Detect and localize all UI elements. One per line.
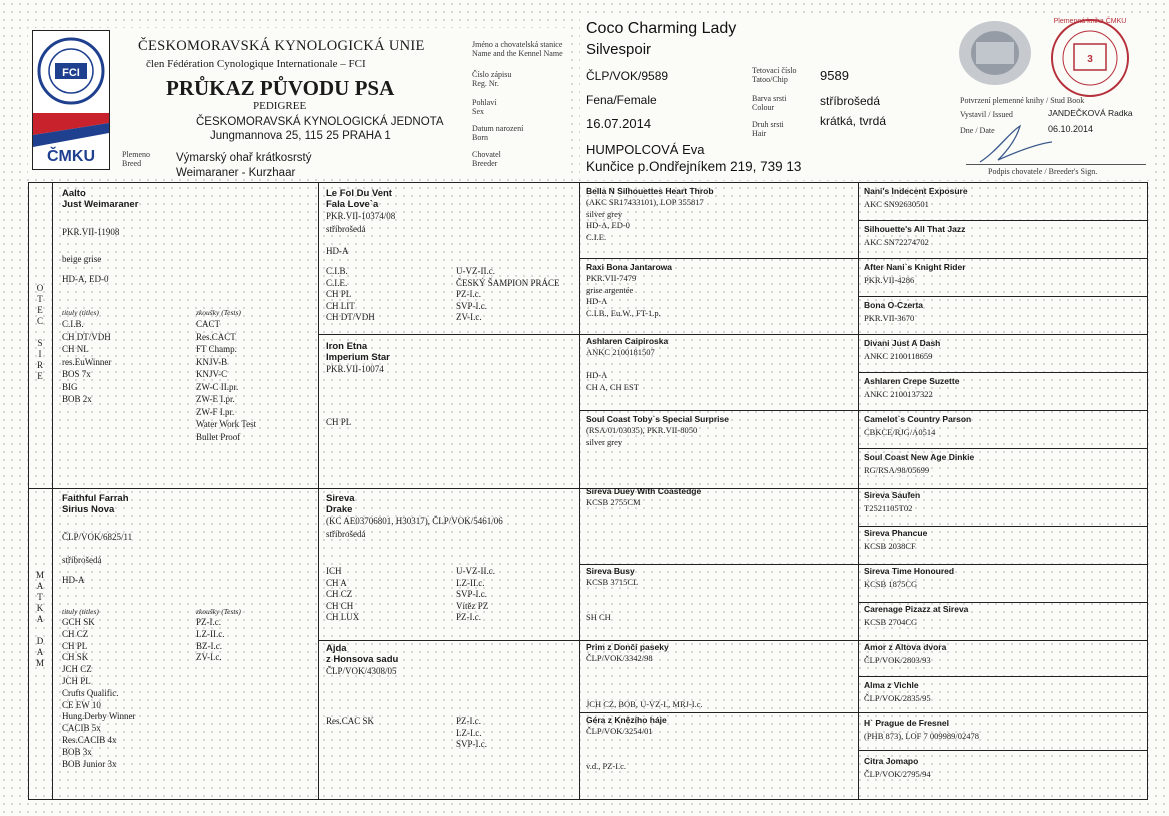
ggp-line: C.I.B., Eu.W., FT-1.p. bbox=[586, 307, 661, 318]
gp-ss-colour: stříbrošedá bbox=[326, 223, 366, 234]
ggp-line bbox=[586, 676, 854, 688]
ggp-line: HD-A bbox=[586, 296, 608, 306]
date-label: Dne / Date bbox=[960, 126, 995, 135]
ggp-line: JCH CZ, BOB, U-VZ-I., MRJ-I.c. bbox=[586, 699, 703, 709]
sire-name2: Just Weimaraner bbox=[62, 199, 139, 210]
ggp-divider-4 bbox=[579, 712, 1148, 713]
dam-titles-label: tituly (titles) bbox=[62, 607, 99, 616]
gp-sd-title: CH PL bbox=[326, 417, 352, 427]
sire-tests-label: zkoušky (Tests) bbox=[196, 308, 241, 317]
ggp-name: Soul Coast Toby`s Special Surprise bbox=[586, 414, 729, 424]
dam-title: Hung.Derby Winner bbox=[62, 711, 136, 722]
gggp-name: Divani Just A Dash bbox=[864, 338, 941, 348]
signature-icon bbox=[976, 122, 1056, 166]
gggp-cell bbox=[864, 452, 1144, 477]
gp-ss-title: CH PL bbox=[326, 289, 352, 299]
sire-test: ZW-C II.pr. bbox=[196, 381, 239, 392]
side-label-dam: M A T K A D A M bbox=[35, 570, 44, 668]
sire-reg: PKR.VII-11908 bbox=[62, 227, 120, 237]
gp-sd-titles-list bbox=[326, 417, 351, 429]
header-left bbox=[28, 28, 568, 178]
hair: krátká, tvrdá bbox=[820, 114, 887, 128]
g4-divider-4 bbox=[858, 448, 1148, 449]
gggp-cell bbox=[864, 490, 1144, 515]
ggp-name: Sireva Busy bbox=[586, 566, 635, 576]
sire-test: ZW-F I.pr. bbox=[196, 406, 235, 417]
ggp-line: grise argentée bbox=[586, 284, 634, 295]
gp-ds-title: CH CZ bbox=[326, 589, 353, 599]
dam-title: CH CZ bbox=[62, 628, 89, 639]
ggp-line: (AKC SR17433101), LOP 355817 bbox=[586, 197, 704, 207]
gp-ds-title: CH CH bbox=[326, 600, 354, 611]
sire-test: Water Work Test bbox=[196, 419, 257, 429]
dam-title: BOB Junior 3x bbox=[62, 758, 117, 769]
dam-cell bbox=[62, 493, 314, 587]
colour-label: Barva srsti Colour bbox=[752, 94, 787, 112]
issued-date: 06.10.2014 bbox=[1048, 124, 1094, 134]
gp-dd-name2: z Honsova sadu bbox=[326, 654, 399, 665]
gggp-cell bbox=[864, 718, 1144, 743]
ggp-name: Bella N Silhouettes Heart Throb bbox=[586, 186, 714, 196]
gggp-reg: KCSB 2038CF bbox=[864, 541, 916, 551]
gggp-cell bbox=[864, 566, 1144, 591]
ggp-line bbox=[586, 600, 854, 612]
ggp-line bbox=[586, 589, 854, 601]
gp-ss-health: HD-A bbox=[326, 246, 349, 256]
ggp-line: C.I.E. bbox=[586, 231, 607, 242]
gggp-cell bbox=[864, 680, 1144, 705]
gggp-reg: ČLP/VOK/2803/93 bbox=[864, 655, 931, 665]
hair-label: Druh srsti Hair bbox=[752, 120, 784, 138]
gggp-name: Silhouette's All That Jazz bbox=[864, 224, 966, 234]
sire-titles-label: tituly (titles) bbox=[62, 308, 99, 317]
g4-divider-2 bbox=[858, 296, 1148, 297]
name-label: Jméno a chovatelská stanice Name and the Kennel Name bbox=[472, 40, 563, 58]
breed-de: Weimaraner - Kurzhaar bbox=[176, 167, 296, 179]
sire-test: Bullet Proof bbox=[196, 431, 241, 442]
gp-dd-cell bbox=[326, 643, 576, 678]
gggp-reg: ANKC 2100118659 bbox=[864, 351, 933, 361]
ggp-line: ANKC 2100181507 bbox=[586, 347, 655, 357]
ggp-name: Sireva Duey With Coastedge bbox=[586, 486, 702, 496]
ggp-line: silver grey bbox=[586, 208, 623, 219]
ggp-line bbox=[586, 665, 854, 677]
gp-ds-test: LZ-II.c. bbox=[456, 577, 485, 588]
gp-ss-title: CH DT/VDH bbox=[326, 312, 375, 322]
stamp-text: Plemenná kniha ČMKU bbox=[1053, 18, 1127, 25]
sex-label: Pohlaví Sex bbox=[472, 98, 497, 116]
gp-ss-test: SVP-I.c. bbox=[456, 300, 487, 311]
gp-ss-test: PZ-I.c. bbox=[456, 289, 481, 299]
dam-title: GCH SK bbox=[62, 617, 95, 627]
sire-test: KNJV-B bbox=[196, 356, 228, 367]
logo-graphic bbox=[33, 31, 109, 169]
sire-title: BOS 7x bbox=[62, 369, 91, 379]
sire-health: HD-A, ED-0 bbox=[62, 274, 109, 284]
ggp-name: Raxi Bona Jantarowa bbox=[586, 262, 672, 272]
gen3-divider bbox=[858, 182, 859, 800]
gggp-cell bbox=[864, 414, 1144, 439]
gggp-cell bbox=[864, 186, 1144, 211]
gggp-reg: ANKC 2100137322 bbox=[864, 389, 933, 399]
dam-title: CE EW 10 bbox=[62, 699, 101, 710]
dam-title: Crufts Qualific. bbox=[62, 687, 119, 698]
gp-ds-test: U-VZ-II.c. bbox=[456, 566, 495, 576]
stamp-circle-icon bbox=[1042, 16, 1138, 100]
gp-sd-name1: Iron Etna bbox=[326, 341, 368, 352]
signature bbox=[976, 122, 1056, 166]
ggp-cell bbox=[586, 486, 854, 509]
gggp-reg: AKC SN92630501 bbox=[864, 199, 929, 209]
g4-divider-5 bbox=[858, 526, 1148, 527]
ggp-divider-2 bbox=[579, 410, 1148, 411]
gggp-reg: (PHB 873), LOF 7 009989/02478 bbox=[864, 731, 979, 741]
gp-ds-name2: Drake bbox=[326, 504, 353, 515]
side-column-divider bbox=[52, 182, 53, 800]
gggp-reg: ČLP/VOK/2835/95 bbox=[864, 693, 931, 703]
stamp-number: 3 bbox=[1087, 54, 1093, 65]
gp-ss-tests-list bbox=[456, 266, 560, 324]
issuer-address: Jungmannova 25, 115 25 PRAHA 1 bbox=[210, 130, 391, 142]
sire-title: BOB 2x bbox=[62, 394, 92, 404]
gggp-name: Camelot`s Country Parson bbox=[864, 414, 972, 424]
ggp-line: CH A, CH EST bbox=[586, 381, 639, 392]
g4-divider-8 bbox=[858, 750, 1148, 751]
sire-test: CACT bbox=[196, 319, 221, 329]
cmku-logo-text: ČMKU bbox=[47, 148, 95, 165]
dam-title: JCH PL bbox=[62, 675, 91, 686]
gp-ds-title: CH A bbox=[326, 577, 347, 588]
ggp-name: Ashlaren Caipiroska bbox=[586, 336, 669, 346]
gp-divider-2 bbox=[318, 640, 1148, 641]
studbook-confirm-label: Potvrzení plemenné knihy / Stud Book bbox=[960, 96, 1085, 105]
sire-title: CH NL bbox=[62, 344, 89, 354]
gp-ds-tests-list bbox=[456, 566, 495, 624]
gggp-name: Ashlaren Crepe Suzette bbox=[864, 376, 960, 386]
ggp-cell bbox=[586, 186, 854, 243]
dog-name-line2: Silvespoir bbox=[586, 41, 652, 58]
gp-sd-cell bbox=[326, 341, 576, 376]
issued-label: Vystavil / Issued bbox=[960, 110, 1013, 119]
g4-divider-3 bbox=[858, 372, 1148, 373]
org-title: ČESKOMORAVSKÁ KYNOLOGICKÁ UNIE bbox=[138, 38, 425, 54]
gp-ds-reg: (KC AE03706801, H30317), ČLP/VOK/5461/06 bbox=[326, 516, 503, 526]
ggp-cell bbox=[586, 336, 854, 393]
gggp-cell bbox=[864, 262, 1144, 287]
sire-cell bbox=[62, 188, 314, 286]
gggp-name: Nani's Indecent Exposure bbox=[864, 186, 968, 196]
gp-ds-test: SVP-I.c. bbox=[456, 589, 487, 599]
gp-ds-name1: Sireva bbox=[326, 493, 355, 504]
ggp-name: Prim z Dončí paseky bbox=[586, 642, 669, 652]
studbook-stamp bbox=[1042, 16, 1138, 100]
gp-dd-test: SVP-I.c. bbox=[456, 739, 487, 749]
doc-subtitle: PEDIGREE bbox=[253, 100, 307, 112]
gp-dd-reg: ČLP/VOK/4308/05 bbox=[326, 666, 397, 676]
gp-ss-test: ČESKÝ ŠAMPION PRÁCE bbox=[456, 277, 560, 288]
sire-title: CH DT/VDH bbox=[62, 331, 111, 342]
gp-ss-title: CH LIT bbox=[326, 300, 355, 311]
gp-ss-cell bbox=[326, 188, 576, 258]
dam-title: CH PL bbox=[62, 640, 88, 651]
gggp-cell bbox=[864, 376, 1144, 401]
gp-ds-titles-list bbox=[326, 566, 359, 624]
ggp-line: SH CH bbox=[586, 611, 611, 622]
hologram-stamp bbox=[956, 18, 1034, 88]
ggp-name: Géra z Knězího háje bbox=[586, 715, 667, 725]
dam-title: BOB 3x bbox=[62, 746, 92, 757]
ggp-line: KCSB 3715CL bbox=[586, 577, 639, 587]
g4-divider-7 bbox=[858, 676, 1148, 677]
gen1-divider bbox=[318, 182, 319, 800]
gggp-name: Bona O-Czerta bbox=[864, 300, 924, 310]
gggp-reg: PKR.VII-3670 bbox=[864, 313, 915, 323]
fci-logo-text: FCI bbox=[62, 67, 80, 79]
gp-ss-test: U-VZ-II.c. bbox=[456, 266, 495, 276]
gggp-reg: T2521105T02 bbox=[864, 503, 913, 513]
dam-test: PZ-I.c. bbox=[196, 617, 221, 627]
gp-ss-reg: PKR.VII-10374/08 bbox=[326, 211, 396, 221]
breeder-label: Chovatel Breeder bbox=[472, 150, 501, 168]
ggp-cell bbox=[586, 642, 854, 711]
ggp-line: HD-A, ED-0 bbox=[586, 220, 630, 230]
sire-title: C.I.B. bbox=[62, 319, 84, 329]
ggp-cell bbox=[586, 715, 854, 772]
gp-ds-cell bbox=[326, 493, 576, 540]
ggp-line: ČLP/VOK/3254/01 bbox=[586, 726, 653, 736]
gp-dd-test: PZ-I.c. bbox=[456, 716, 481, 726]
reg-label: Číslo zápisu Reg. Nr. bbox=[472, 70, 512, 88]
gggp-name: Amor z Altova dvora bbox=[864, 642, 947, 652]
ggp-line: KCSB 2755CM bbox=[586, 497, 641, 507]
doc-title: PRŮKAZ PŮVODU PSA bbox=[166, 76, 395, 100]
gggp-cell bbox=[864, 224, 1144, 249]
sire-name1: Aalto bbox=[62, 188, 86, 199]
gp-divider-1 bbox=[318, 334, 1148, 335]
gp-dd-test: LZ-I.c. bbox=[456, 727, 482, 738]
gen2-divider bbox=[579, 182, 580, 800]
sire-title: res.EuWinner bbox=[62, 356, 112, 367]
gp-sd-reg: PKR.VII-10074 bbox=[326, 364, 384, 374]
gggp-name: Alma z Vichle bbox=[864, 680, 919, 690]
colour: stříbrošedá bbox=[820, 94, 881, 108]
gggp-name: Soul Coast New Age Dinkie bbox=[864, 452, 975, 462]
gp-ds-title: ICH bbox=[326, 566, 342, 576]
gggp-name: H` Prague de Fresnel bbox=[864, 718, 950, 728]
gp-ds-test: Vítěz PZ bbox=[456, 600, 489, 611]
gp-dd-name1: Ajda bbox=[326, 643, 347, 654]
dog-name-line1: Coco Charming Lady bbox=[586, 20, 737, 37]
side-label-sire: O T E C S I R E bbox=[36, 283, 44, 381]
dam-titles-list bbox=[62, 617, 135, 770]
dam-health: HD-A bbox=[62, 575, 85, 585]
ggp-line bbox=[586, 359, 854, 371]
ggp-cell bbox=[586, 566, 854, 623]
gp-dd-titles-list bbox=[326, 716, 374, 728]
sire-test: FT Champ. bbox=[196, 344, 237, 354]
dam-test: BZ-I.c. bbox=[196, 640, 222, 651]
ggp-line: ČLP/VOK/3342/98 bbox=[586, 653, 653, 663]
gggp-cell bbox=[864, 756, 1144, 781]
ggp-line: v.d., PZ-I.c. bbox=[586, 760, 627, 771]
breeder-name: HUMPOLCOVÁ Eva bbox=[586, 142, 705, 157]
reg-no: ČLP/VOK/9589 bbox=[586, 69, 669, 83]
dam-colour: stříbrošedá bbox=[62, 554, 102, 565]
issuer: ČESKOMORAVSKÁ KYNOLOGICKÁ JEDNOTA bbox=[196, 116, 444, 128]
dam-test: LZ-II.c. bbox=[196, 628, 225, 639]
gggp-name: After Nani`s Knight Rider bbox=[864, 262, 966, 272]
gggp-reg: AKC SN72274702 bbox=[864, 237, 929, 247]
ggp-line bbox=[586, 749, 854, 761]
gggp-reg: PKR.VII-4286 bbox=[864, 275, 915, 285]
gggp-name: Sireva Phancue bbox=[864, 528, 928, 538]
ggp-line: PKR.VII-7479 bbox=[586, 273, 637, 283]
ggp-cell bbox=[586, 262, 854, 319]
ggp-line: HD-A bbox=[586, 370, 608, 380]
dam-reg: ČLP/VOK/6825/11 bbox=[62, 532, 133, 542]
ggp-line bbox=[586, 688, 854, 700]
gggp-cell bbox=[864, 642, 1144, 667]
dam-test: ZV-I.c. bbox=[196, 652, 222, 663]
sire-test: Res.CACT bbox=[196, 331, 236, 342]
gp-ds-colour: stříbrošedá bbox=[326, 528, 366, 539]
issued-by: JANDEČKOVÁ Radka bbox=[1048, 108, 1133, 118]
gp-ds-title: CH LUX bbox=[326, 612, 360, 622]
gggp-reg: RG/RSA/98/05699 bbox=[864, 465, 930, 475]
ggp-line: silver grey bbox=[586, 436, 623, 447]
hologram-icon bbox=[956, 18, 1034, 88]
gp-ss-title: C.I.E. bbox=[326, 277, 348, 288]
sire-test: ZW-E I.pr. bbox=[196, 394, 235, 404]
gggp-cell bbox=[864, 338, 1144, 363]
dam-name1: Faithful Farrah bbox=[62, 493, 129, 504]
sire-colour: beige grise bbox=[62, 253, 102, 264]
gggp-reg: KCSB 2704CG bbox=[864, 617, 918, 627]
sire-tests-list bbox=[196, 318, 256, 443]
dob: 16.07.2014 bbox=[586, 116, 652, 131]
sex: Fena/Female bbox=[586, 93, 657, 107]
gp-sd-name2: Imperium Star bbox=[326, 352, 390, 363]
org-member: člen Fédération Cynologique Internationale – FCI bbox=[146, 58, 366, 70]
dam-title: CH SK bbox=[62, 652, 89, 663]
gggp-cell bbox=[864, 528, 1144, 553]
tattoo-label: Tetovací číslo Tatoo/Chip bbox=[752, 66, 797, 84]
ggp-line bbox=[586, 738, 854, 750]
gp-ss-name2: Fala Love`a bbox=[326, 199, 379, 210]
g4-divider-1 bbox=[858, 220, 1148, 221]
gggp-name: Carenage Pizazz at Sireva bbox=[864, 604, 969, 614]
sire-test: KNJV-C bbox=[196, 369, 228, 379]
sire-titles-list bbox=[62, 318, 111, 406]
dam-name2: Sirius Nova bbox=[62, 504, 115, 515]
ggp-line: (RSA/01/03035), PKR.VII-8050 bbox=[586, 425, 698, 435]
dob-label: Datum narození Born bbox=[472, 124, 524, 142]
ggp-divider-1 bbox=[579, 258, 1148, 259]
gp-dd-tests-list bbox=[456, 716, 487, 751]
ggp-divider-3 bbox=[579, 564, 1148, 565]
dam-title: Res.CACIB 4x bbox=[62, 734, 117, 745]
breed-cz: Výmarský ohař krátkosrstý bbox=[176, 152, 312, 164]
sign-label: Podpis chovatele / Breeder's Sign. bbox=[988, 167, 1098, 176]
sire-title: BIG bbox=[62, 381, 78, 392]
g4-divider-6 bbox=[858, 602, 1148, 603]
dam-title: CACIB 5x bbox=[62, 723, 101, 734]
sign-line bbox=[966, 164, 1146, 165]
header-right bbox=[580, 14, 1152, 180]
gggp-name: Citra Jomapo bbox=[864, 756, 919, 766]
gggp-name: Sireva Saufen bbox=[864, 490, 921, 500]
gp-dd-title: Res.CAC SK bbox=[326, 716, 375, 726]
gp-ds-test: PZ-I.c. bbox=[456, 612, 481, 622]
gggp-reg: ČLP/VOK/2795/94 bbox=[864, 769, 931, 779]
dam-tests-list bbox=[196, 617, 224, 664]
gggp-reg: CBKCE/RJG/A0514 bbox=[864, 427, 936, 437]
ggp-cell bbox=[586, 414, 854, 448]
breed-label: Plemeno Breed bbox=[122, 150, 150, 168]
gp-ss-test: ZV-I.c. bbox=[456, 312, 482, 322]
dam-title: JCH CZ bbox=[62, 664, 92, 675]
breeder-address: Kunčice p.Ondřejníkem 219, 739 13 bbox=[586, 159, 802, 174]
gp-ss-title: C.I.B. bbox=[326, 266, 348, 276]
tattoo: 9589 bbox=[820, 68, 849, 83]
gggp-reg: KCSB 1875CG bbox=[864, 579, 918, 589]
dam-tests-label: zkoušky (Tests) bbox=[196, 607, 241, 616]
gggp-cell bbox=[864, 604, 1144, 629]
gp-ss-name1: Le Fol Du Vent bbox=[326, 188, 392, 199]
gggp-name: Sireva Time Honoured bbox=[864, 566, 955, 576]
gggp-cell bbox=[864, 300, 1144, 325]
fci-cmku-logo bbox=[32, 30, 110, 170]
gp-ss-titles-list bbox=[326, 266, 375, 324]
